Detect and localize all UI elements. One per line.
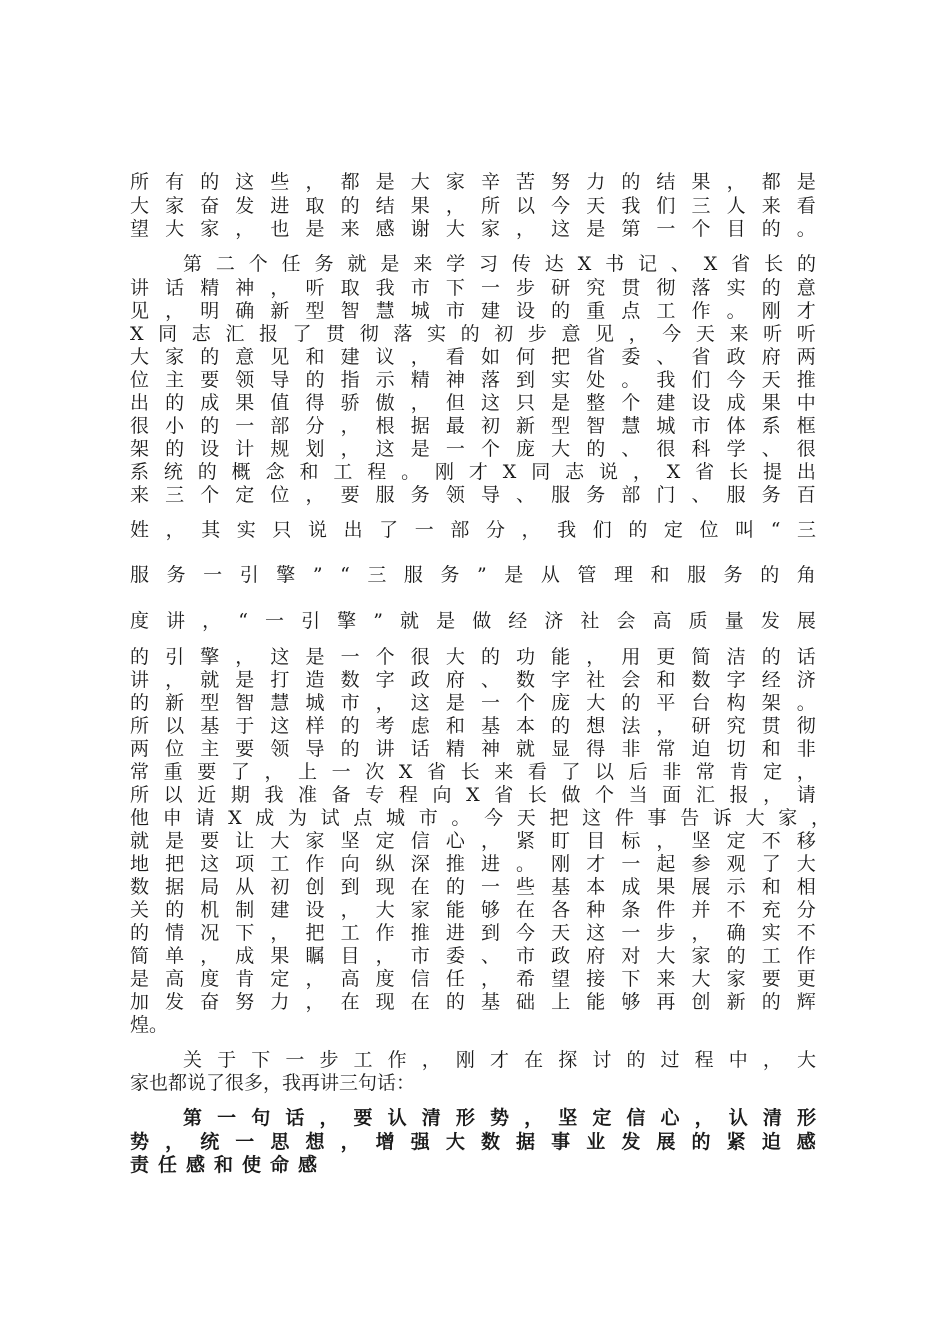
text-line: 第 二 个 任 务 就 是 来 学 习 传 达 X 书 记 、 X 省 长 的 [183,253,816,275]
text-line: 望 大 家 ， 也 是 来 感 谢 大 家 ， 这 是 第 一 个 目 的 。 [130,218,816,240]
text-line: 地 把 这 项 工 作 向 纵 深 推 进 。 刚 才 一 起 参 观 了 大 [130,853,816,875]
text-line: 出 的 成 果 值 得 骄 傲 ， 但 这 只 是 整 个 建 设 成 果 中 [130,392,816,414]
text-line: X 同 志 汇 报 了 贯 彻 落 实 的 初 步 意 见 ， 今 天 来 听 听 [130,323,816,345]
text-line: 所 以 近 期 我 准 备 专 程 向 X 省 长 做 个 当 面 汇 报 ， 请 [130,784,816,806]
text-line: 家也都说了很多，我再讲三句话： [130,1072,416,1094]
text-line: 是 高 度 肯 定 ， 高 度 信 任 ， 希 望 接 下 来 大 家 要 更 [130,968,816,990]
text-line: 他 申 请 X 成 为 试 点 城 市 。 今 天 把 这 件 事 告 诉 大 家 ， [130,807,830,829]
text-line: 就 是 要 让 大 家 坚 定 信 心 ， 紧 盯 目 标 ， 坚 定 不 移 [130,830,816,852]
bold-heading-line: 第 一 句 话 ， 要 认 清 形 势 ， 坚 定 信 心 ， 认 清 形 [183,1107,816,1129]
text-line: 见 ， 明 确 新 型 智 慧 城 市 建 设 的 重 点 工 作 。 刚 才 [130,300,816,322]
text-line: 所 有 的 这 些 ， 都 是 大 家 辛 苦 努 力 的 结 果 ， 都 是 [130,171,816,193]
text-line: 来 三 个 定 位 ， 要 服 务 领 导 、 服 务 部 门 、 服 务 百 [130,484,816,506]
text-line: 系 统 的 概 念 和 工 程 。 刚 才 X 同 志 说 ， X 省 长 提 出 [130,461,816,483]
text-line: 很 小 的 一 部 分 ， 根 据 最 初 新 型 智 慧 城 市 体 系 框 [130,415,816,437]
text-line: 加 发 奋 努 力 ， 在 现 在 的 基 础 上 能 够 再 创 新 的 辉 [130,991,816,1013]
text-line: 所 以 基 于 这 样 的 考 虑 和 基 本 的 想 法 ， 研 究 贯 彻 [130,715,816,737]
bold-heading-line: 责任感和使命感 [130,1154,327,1176]
bold-heading-line: 势 ， 统 一 思 想 ， 增 强 大 数 据 事 业 发 展 的 紧 迫 感 [130,1131,816,1153]
text-line: 位 主 要 领 导 的 指 示 精 神 落 到 实 处 。 我 们 今 天 推 [130,369,816,391]
text-line: 常 重 要 了 ， 上 一 次 X 省 长 来 看 了 以 后 非 常 肯 定 ， [130,761,816,783]
text-line: 的 新 型 智 慧 城 市 ， 这 是 一 个 庞 大 的 平 台 构 架 。 [130,692,816,714]
text-line: 关 于 下 一 步 工 作 ， 刚 才 在 探 讨 的 过 程 中 ， 大 [183,1049,816,1071]
text-line: 服 务 一 引 擎 ” “ 三 服 务 ” 是 从 管 理 和 服 务 的 角 [130,564,816,586]
text-line: 大 家 奋 发 进 取 的 结 果 ， 所 以 今 天 我 们 三 人 来 看 [130,195,816,217]
text-line: 的 情 况 下 ， 把 工 作 推 进 到 今 天 这 一 步 ， 确 实 不 [130,922,816,944]
text-line: 的 引 擎 ， 这 是 一 个 很 大 的 功 能 ， 用 更 简 洁 的 话 [130,646,816,668]
text-line: 讲 话 精 神 ， 听 取 我 市 下 一 步 研 究 贯 彻 落 实 的 意 [130,277,816,299]
text-line: 大 家 的 意 见 和 建 议 ， 看 如 何 把 省 委 、 省 政 府 两 [130,346,816,368]
text-line: 煌。 [130,1014,169,1036]
text-line: 两 位 主 要 领 导 的 讲 话 精 神 就 显 得 非 常 迫 切 和 非 [130,738,816,760]
text-line: 姓 ， 其 实 只 说 出 了 一 部 分 ， 我 们 的 定 位 叫 “ 三 [130,519,816,541]
text-line: 度 讲 ， “ 一 引 擎 ” 就 是 做 经 济 社 会 高 质 量 发 展 [130,610,816,632]
text-line: 数 据 局 从 初 创 到 现 在 的 一 些 基 本 成 果 展 示 和 相 [130,876,816,898]
text-line: 讲 ， 就 是 打 造 数 字 政 府 、 数 字 社 会 和 数 字 经 济 [130,669,816,691]
text-line: 关 的 机 制 建 设 ， 大 家 能 够 在 各 种 条 件 并 不 充 分 [130,899,816,921]
text-line: 架 的 设 计 规 划 ， 这 是 一 个 庞 大 的 、 很 科 学 、 很 [130,438,816,460]
text-line: 简 单 ， 成 果 瞩 目 ， 市 委 、 市 政 府 对 大 家 的 工 作 [130,945,816,967]
